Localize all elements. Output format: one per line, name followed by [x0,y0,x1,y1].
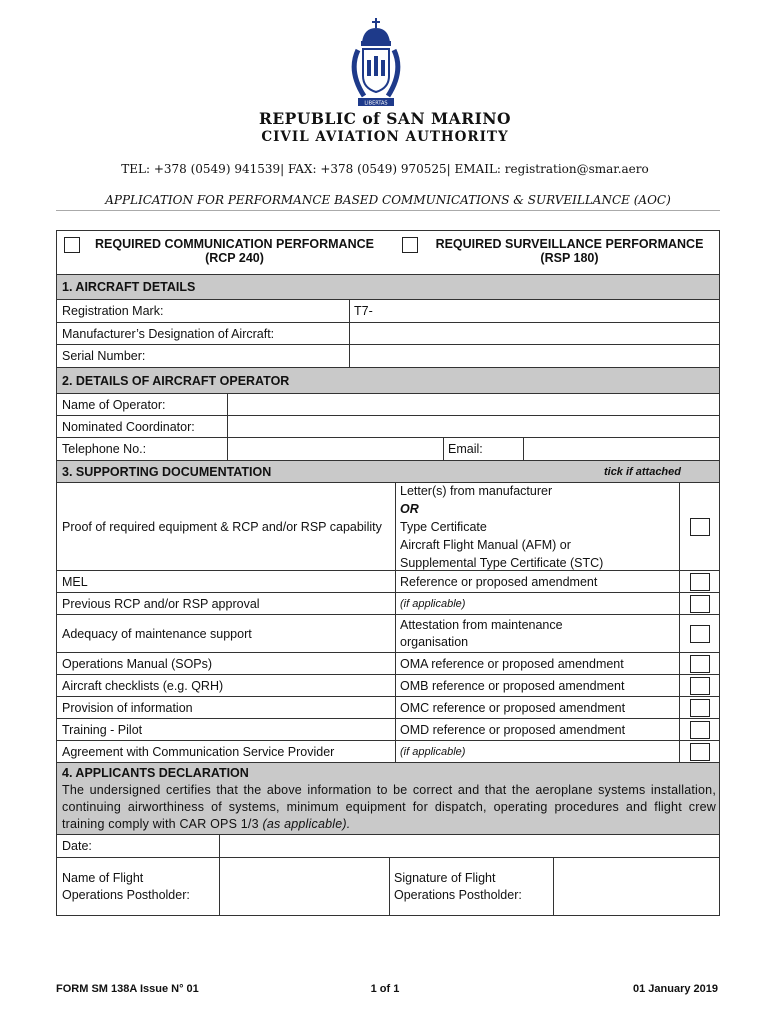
rcp-label: REQUIRED COMMUNICATION PERFORMANCE [95,237,374,251]
registration-label: Registration Mark: [62,304,164,318]
doc-training-checkbox[interactable] [690,721,710,739]
doc-proof-line-3: Type Certificate [400,519,487,534]
aircraft-heading: 1. AIRCRAFT DETAILS [62,280,196,294]
documentation-section-header [56,461,720,483]
rcp-value: (RCP 240) [205,251,264,265]
footer-form-id: FORM SM 138A Issue N° 01 [56,983,199,995]
doc-mel-label: MEL [62,574,88,589]
doc-previous-checkbox[interactable] [690,595,710,613]
doc-row-previous [56,593,720,615]
doc-training-reference: OMD reference or proposed amendment [400,722,626,737]
email-label: Email: [448,442,483,456]
operator-heading: 2. DETAILS OF AIRCRAFT OPERATOR [62,373,290,388]
serial-label: Serial Number: [62,349,146,363]
doc-information-checkbox[interactable] [690,699,710,717]
manufacturer-label: Manufacturer’s Designation of Aircraft: [62,326,275,341]
rsp-checkbox[interactable] [402,237,418,253]
aircraft-section-header [56,275,720,300]
doc-ops-manual-reference: OMA reference or proposed amendment [400,656,624,671]
postholder-name-label-1: Name of Flight [62,870,144,885]
rsp-value: (RSP 180) [540,251,599,265]
operator-name-field[interactable] [227,394,721,415]
doc-row-training [56,719,720,741]
doc-row-checklists [56,675,720,697]
date-field[interactable] [219,835,721,857]
doc-row-maintenance [56,615,720,653]
date-row [56,835,720,858]
doc-maintenance-line-1: Attestation from maintenance [400,617,563,632]
doc-agreement-checkbox[interactable] [690,743,710,761]
signature-label-2: Operations Postholder: [394,887,522,902]
serial-row [56,345,720,368]
manufacturer-field[interactable] [349,323,721,344]
doc-proof-checkbox[interactable] [690,518,710,536]
coordinator-label: Nominated Coordinator: [62,419,195,434]
registration-field[interactable]: T7- [354,304,373,318]
footer-date: 01 January 2019 [632,983,718,995]
manufacturer-row [56,323,720,345]
telephone-label: Telephone No.: [62,442,147,456]
doc-mel-reference: Reference or proposed amendment [400,574,598,589]
doc-information-reference: OMC reference or proposed amendment [400,700,626,715]
telephone-field[interactable] [227,438,443,460]
application-form [56,230,720,916]
doc-proof-line-1: Letter(s) from manufacturer [400,483,553,498]
doc-information-label: Provision of information [62,700,193,715]
footer-page-number: 1 of 1 [370,983,400,995]
operator-name-row [56,394,720,416]
operator-name-label: Name of Operator: [62,397,166,412]
doc-checklists-reference: OMB reference or proposed amendment [400,678,625,693]
doc-previous-reference: (if applicable) [400,597,466,610]
serial-field[interactable] [349,345,721,367]
performance-row [56,230,720,275]
doc-checklists-checkbox[interactable] [690,677,710,695]
doc-proof-label: Proof of required equipment & RCP and/or RSP capability [62,519,382,534]
doc-agreement-reference: (if applicable) [400,745,466,758]
coordinator-row [56,416,720,438]
doc-row-proof [56,483,720,571]
application-title: APPLICATION FOR PERFORMANCE BASED COMMUNICATIONS & SURVEILLANCE (AOC) [56,193,720,211]
republic-title: REPUBLIC of SAN MARINO [258,109,512,128]
doc-row-ops-manual [56,653,720,675]
documentation-heading: 3. SUPPORTING DOCUMENTATION [62,464,272,479]
rcp-checkbox[interactable] [64,237,80,253]
doc-training-label: Training - Pilot [62,722,143,737]
authority-title: CIVIL AVIATION AUTHORITY [261,129,509,145]
doc-previous-label: Previous RCP and/or RSP approval [62,596,260,611]
san-marino-coat-of-arms [346,16,406,108]
tick-if-attached-note: tick if attached [603,465,681,478]
doc-proof-line-5: Supplemental Type Certificate (STC) [400,555,604,570]
doc-maintenance-checkbox[interactable] [690,625,710,643]
operator-section-header [56,368,720,394]
doc-mel-checkbox[interactable] [690,573,710,591]
postholder-name-label-2: Operations Postholder: [62,887,190,902]
doc-row-agreement [56,741,720,763]
doc-agreement-label: Agreement with Communication Service Provider [62,744,335,759]
rsp-label: REQUIRED SURVEILLANCE PERFORMANCE [435,237,704,251]
registration-row [56,300,720,323]
telephone-row [56,438,720,461]
date-label: Date: [62,839,92,853]
declaration-heading: 4. APPLICANTS DECLARATION [62,766,249,780]
declaration-section [56,763,720,835]
crest-motto: LIBERTAS [364,100,388,107]
declaration-text: The undersigned certifies that the above information to be correct and that the aeroplane systems installation, continuing airworthiness of systems, minimum equipment for dispatch, operating procedures and flight crew training comply with CAR OPS 1/3 (as applicable). [62,783,716,831]
doc-proof-line-or: OR [400,501,419,516]
postholder-row [56,858,720,916]
doc-row-mel [56,571,720,593]
doc-row-information [56,697,720,719]
contact-line: TEL: +378 (0549) 941539| FAX: +378 (0549) 970525| EMAIL: registration@smar.aero [121,162,649,176]
signature-label-1: Signature of Flight [394,870,496,885]
doc-ops-manual-label: Operations Manual (SOPs) [62,656,213,671]
coordinator-field[interactable] [227,416,721,437]
doc-ops-manual-checkbox[interactable] [690,655,710,673]
doc-maintenance-label: Adequacy of maintenance support [62,626,252,641]
doc-checklists-label: Aircraft checklists (e.g. QRH) [62,678,224,693]
doc-proof-line-4: Aircraft Flight Manual (AFM) or [400,537,571,552]
signature-field[interactable] [553,858,721,915]
doc-maintenance-line-2: organisation [400,634,469,649]
postholder-name-field[interactable] [219,858,389,915]
email-field[interactable] [523,438,721,460]
